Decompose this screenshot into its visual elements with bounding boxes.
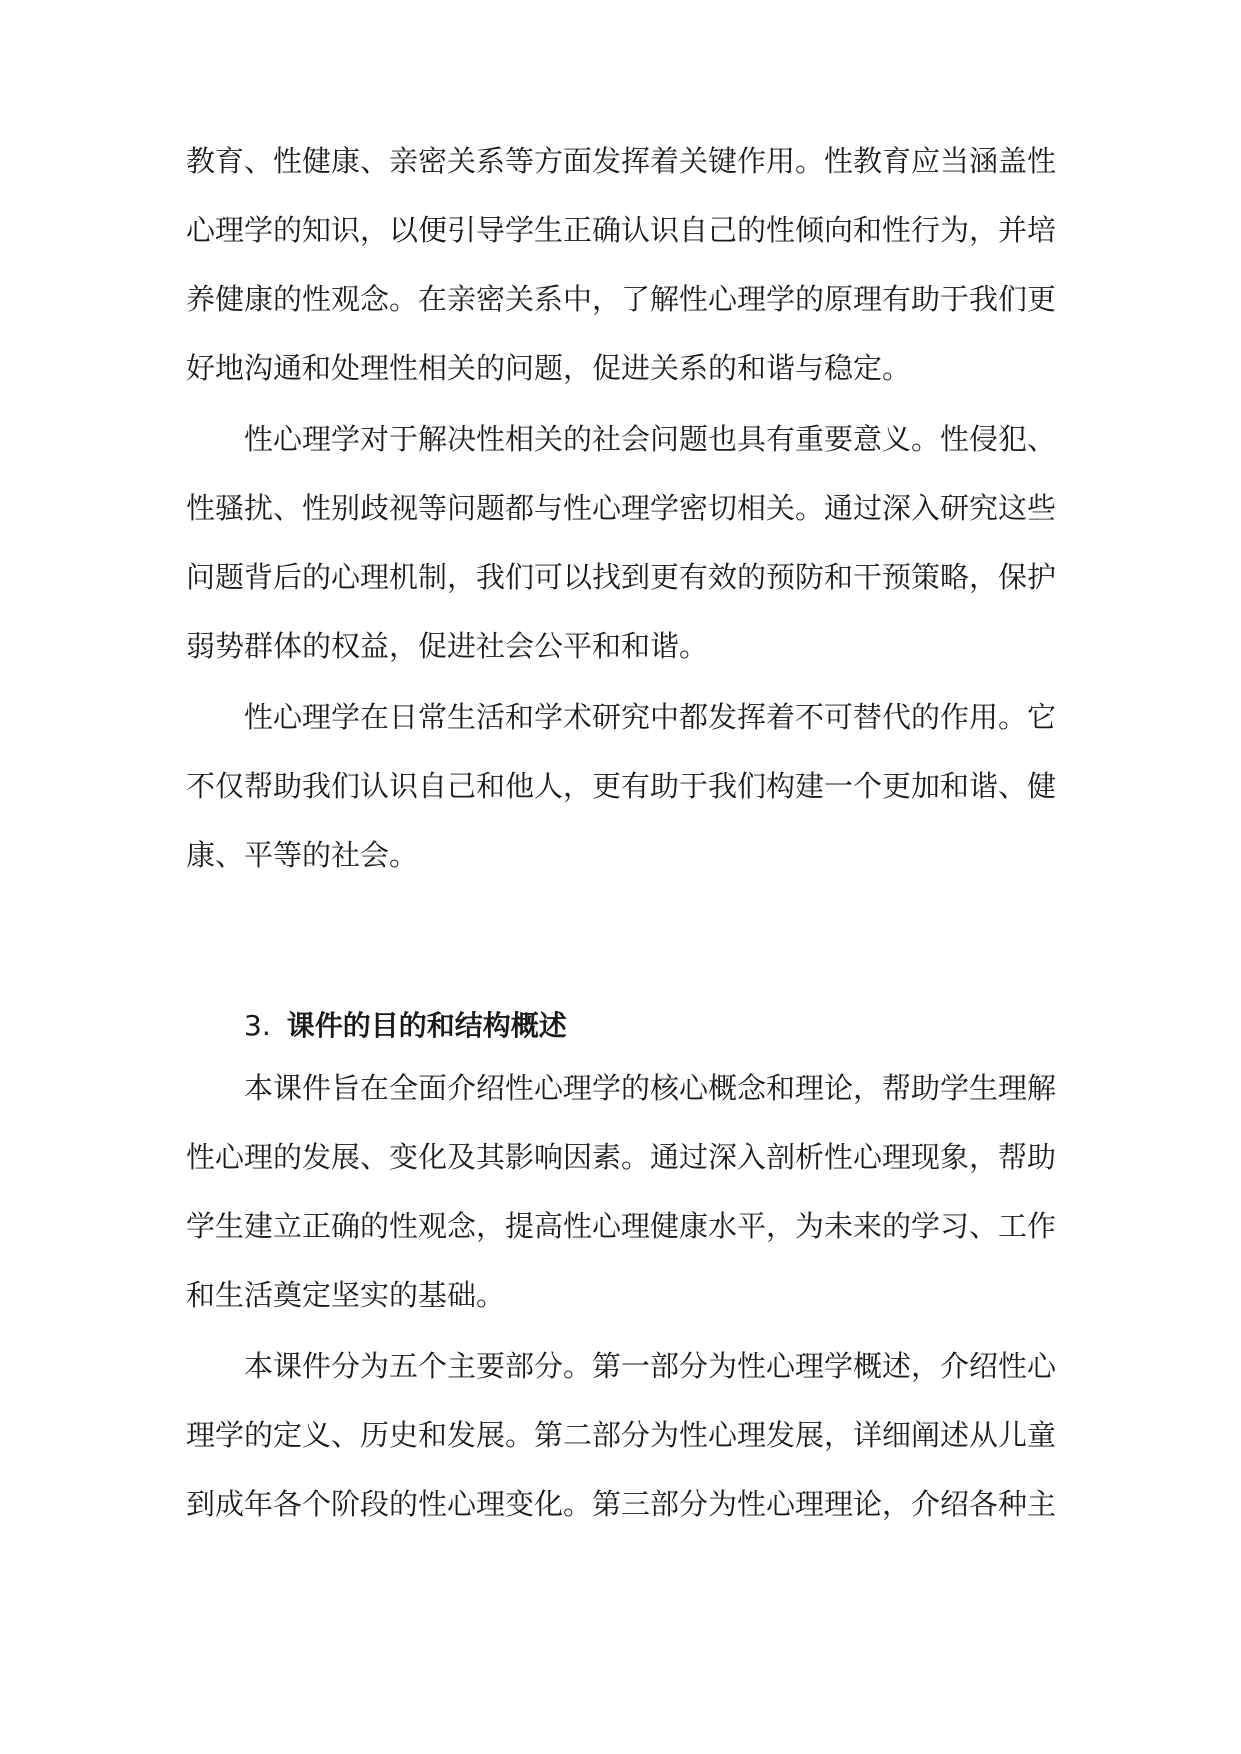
section-number: 3. [244, 1009, 271, 1042]
paragraph-1 [186, 127, 1056, 403]
paragraph-line: 不仅帮助我们认识自己和他人，更有助于我们构建一个更加和谐、健 [186, 769, 1057, 803]
paragraph-line: 性骚扰、性别歧视等问题都与性心理学密切相关。通过深入研究这些 [186, 491, 1057, 525]
paragraph-line: 学生建立正确的性观念，提高性心理健康水平，为未来的学习、工作 [186, 1209, 1057, 1243]
paragraph-line: 本课件旨在全面介绍性心理学的核心概念和理论，帮助学生理解 [186, 1071, 1057, 1105]
paragraph-5 [186, 1332, 1056, 1539]
paragraph-3 [186, 683, 1056, 890]
paragraph-line: 问题背后的心理机制，我们可以找到更有效的预防和干预策略，保护 [186, 560, 1057, 594]
section-heading [244, 1006, 567, 1046]
paragraph-line: 教育、性健康、亲密关系等方面发挥着关键作用。性教育应当涵盖性 [186, 144, 1057, 178]
paragraph-line: 本课件分为五个主要部分。第一部分为性心理学概述，介绍性心 [186, 1349, 1057, 1383]
paragraph-2 [186, 405, 1056, 681]
paragraph-line: 康、平等的社会。 [186, 838, 419, 872]
paragraph-line: 心理学的知识，以便引导学生正确认识自己的性倾向和性行为，并培 [186, 213, 1057, 247]
paragraph-4 [186, 1054, 1056, 1330]
paragraph-line: 性心理的发展、变化及其影响因素。通过深入剖析性心理现象，帮助 [186, 1140, 1057, 1174]
paragraph-line: 弱势群体的权益，促进社会公平和和谐。 [186, 629, 709, 663]
paragraph-line: 性心理学在日常生活和学术研究中都发挥着不可替代的作用。它 [186, 700, 1057, 734]
paragraph-line: 性心理学对于解决性相关的社会问题也具有重要意义。性侵犯、 [186, 422, 1057, 456]
paragraph-line: 到成年各个阶段的性心理变化。第三部分为性心理理论，介绍各种主 [186, 1487, 1057, 1521]
paragraph-line: 和生活奠定坚实的基础。 [186, 1278, 506, 1312]
section-title: 课件的目的和结构概述 [286, 1009, 567, 1042]
paragraph-line: 养健康的性观念。在亲密关系中，了解性心理学的原理有助于我们更 [186, 282, 1057, 316]
paragraph-line: 理学的定义、历史和发展。第二部分为性心理发展，详细阐述从儿童 [186, 1418, 1057, 1452]
paragraph-line: 好地沟通和处理性相关的问题，促进关系的和谐与稳定。 [186, 351, 912, 385]
